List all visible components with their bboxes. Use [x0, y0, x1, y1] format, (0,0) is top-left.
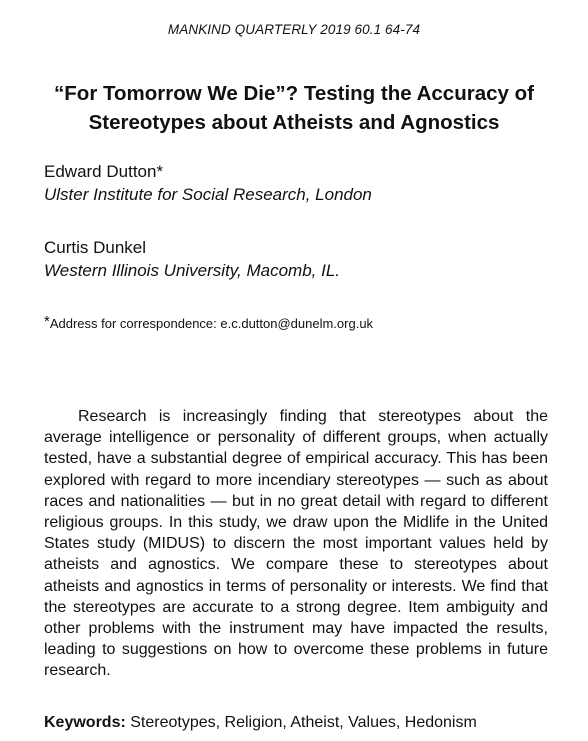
author-affiliation: Ulster Institute for Social Research, London: [44, 185, 372, 204]
keywords-text: Stereotypes, Religion, Atheist, Values, Hedonism: [130, 714, 477, 731]
title-line-1: “For Tomorrow We Die”? Testing the Accuracy of: [54, 82, 534, 105]
footnote-marker: *: [44, 313, 50, 330]
keywords-label: Keywords:: [44, 714, 126, 731]
abstract-paragraph: Research is increasingly finding that stereotypes about the average intelligence or personality of different groups, when actually tested, have a substantial degree of empirical accuracy. This has been explored with regard to more incendiary stereotypes — such as about races and nationalities — but in no great detail with regard to different religious groups. In this study, we draw upon the Midlife in the United States study (MIDUS) to discern the most important values held by atheists and agnostics. We compare these to stereotypes about atheists and agnostics in terms of personality or interests. We find that the stereotypes are accurate to a strong degree. Item ambiguity and other problems with the instrument may have impacted the results, leading to suggestions on how to overcome these problems in future research.: [44, 408, 548, 680]
author-affiliation: Western Illinois University, Macomb, IL.: [44, 261, 341, 280]
author-block-1: [44, 160, 372, 206]
author-block-2: [44, 236, 340, 282]
author-name: Curtis Dunkel: [44, 238, 147, 257]
journal-header: MANKIND QUARTERLY 2019 60.1 64-74: [167, 22, 421, 37]
correspondence-note: [44, 312, 373, 334]
title-line-2: Stereotypes about Atheists and Agnostics: [88, 111, 500, 134]
author-name: Edward Dutton*: [44, 162, 164, 181]
correspondence-text: Address for correspondence: e.c.dutton@dunelm.org.uk: [49, 316, 374, 331]
paper-title: [20, 79, 568, 137]
keywords-line: [44, 712, 477, 733]
